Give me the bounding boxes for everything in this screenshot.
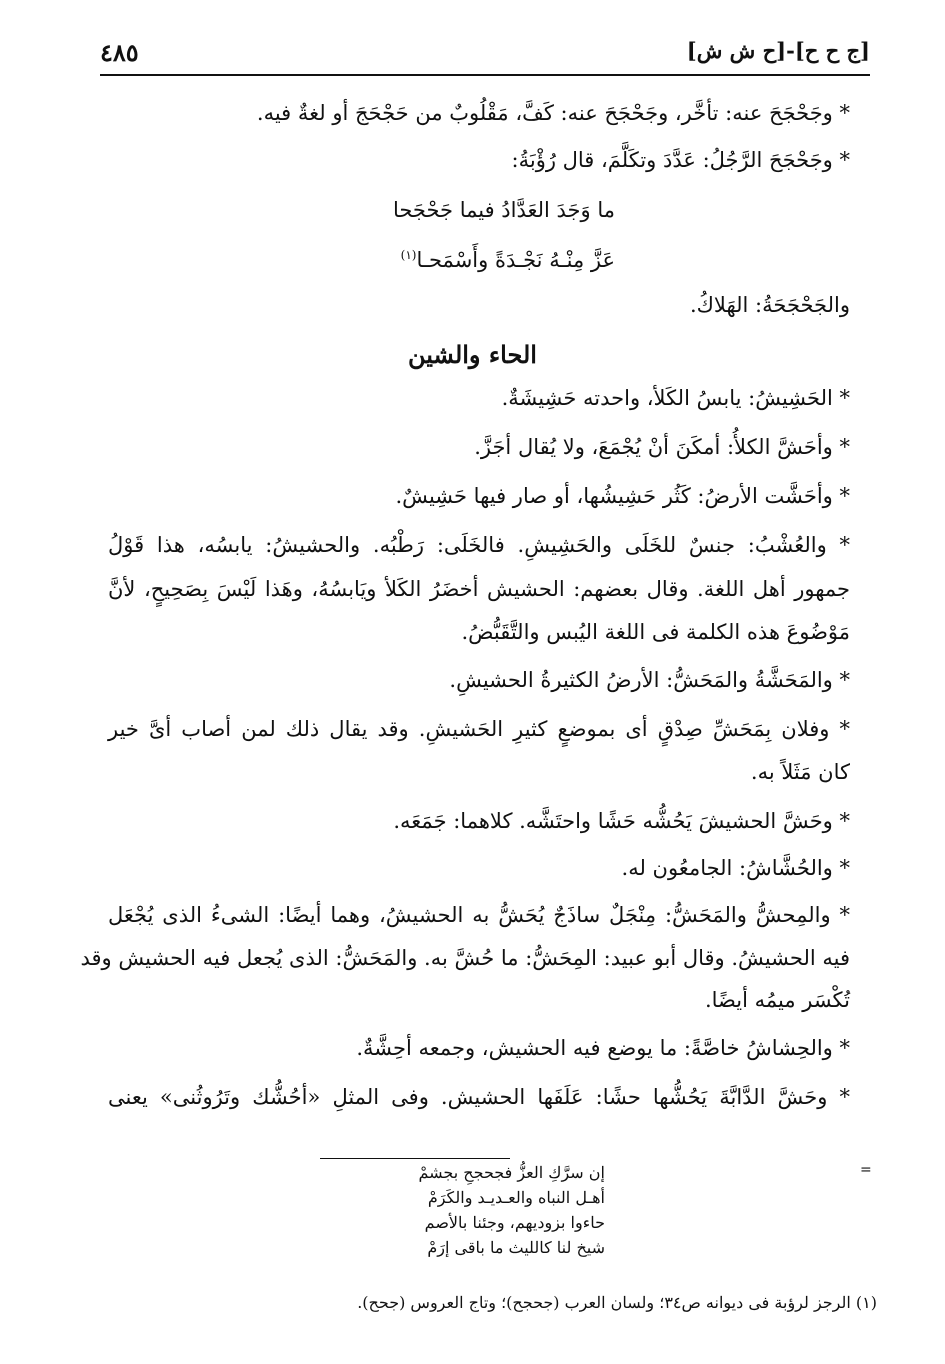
entry-line: مَوْضُوعَ هذه الكلمة فى اللغة اليُبس والتَّقَبُّضُ. xyxy=(461,620,850,644)
entry-line: * والحِشاشُ خاصَّةً: ما يوضع فيه الحشيش، وجمعه أحِشَّةٌ. xyxy=(356,1036,850,1060)
verse-line xyxy=(401,240,615,275)
footnote-verse: أهـل النباه والعـديـد والكَرَمْ xyxy=(427,1188,605,1207)
footnote-verse: إن سرَّكِ العزُّ فجحجحِ بجشمْ xyxy=(418,1163,605,1182)
entry-line: * وجَحْجَحَ عنه: تأخَّر، وجَحْجَحَ عنه: كَفَّ، مَقْلُوبٌ من حَجْحَجَ أو لغةٌ فيه. xyxy=(256,101,850,125)
section-heading: الحاء والشين xyxy=(408,340,537,369)
footnote: (١) الرجز لرؤبة فى ديوانه ص٣٤؛ ولسان العرب (جحجح)؛ وتاج العروس (جحح). xyxy=(357,1293,877,1312)
footnote-divider xyxy=(320,1158,510,1159)
entry-line: * والمَحَشَّةُ والمَحَشُّ: الأرضُ الكثيرةُ الحشيشِ. xyxy=(449,668,850,692)
entry-line: جمهور أهل اللغة. وقال بعضهم: الحشيش أخضَرُ الكَلأ ويَابسُهُ، وهَذا لَيْسَ بِصَحِيحٍ، لأنَّ xyxy=(108,577,850,601)
entry-line: * وأحَشَّت الأرضُ: كَثُر حَشِيشُها، أو صار فيها حَشِيشٌ. xyxy=(395,484,850,508)
entry-line: فيه الحشيشُ. وقال أبو عبيد: المِحَشُّ: ما حُشَّ به. والمَحَشُّ: الذى يُجعل فيه الحشيش وقد xyxy=(80,946,850,970)
verse-text: عَزَّ مِنْـهُ نَجْـدَةً وأَسْمَحـا xyxy=(416,248,615,272)
entry-line: كان مَثَلاً به. xyxy=(750,760,850,784)
entry-line: تُكْسَر ميمُه أيضًا. xyxy=(704,988,850,1012)
page-number: ٤٨٥ xyxy=(100,38,139,67)
entry-line: * الحَشِيشُ: يابسُ الكَلأ، واحدته حَشِيشَةٌ. xyxy=(501,386,850,410)
footnote-verse: حاءوا بزوديهم، وجئنا بالأصم xyxy=(424,1213,605,1232)
entry-line: * وجَحْجَحَ الرَّجُلُ: عَدَّدَ وتكَلَّمَ، قال رُؤْبَةُ: xyxy=(511,148,850,172)
footnote-continuation-mark: = xyxy=(860,1162,872,1178)
footnote-ref: (١) xyxy=(400,248,417,262)
entry-line: * والمِحشُّ والمَحَشُّ: مِنْجَلٌ ساذَجٌ يُحَشُّ به الحشيشُ، وهما أيضًا: الشىءُ الذى يُجْعَل xyxy=(108,903,850,927)
footnote-verse: شيخ لنا كالليث ما باقى إرَمْ xyxy=(427,1238,605,1257)
entry-line: * والعُشْبُ: جنسٌ للخَلَى والحَشِيشِ. فالخَلَى: رَطْبُه. والحشيشُ: يابسُه، هذا قَوْلُ xyxy=(108,533,850,557)
entry-line: * والحُشَّاشُ: الجامعُون له. xyxy=(621,856,850,880)
entry-line: * وفلان بِمَحَشِّ صِدْقٍ أى بموضعٍ كثيرِ الحَشيشِ. وقد يقال ذلك لمن أصاب أىَّ خير xyxy=(108,717,850,741)
entry-line: * وحَشَّ الحشيشَ يَحُشُّه حَشًا واحتَشَّه. كلاهما: جَمَعَه. xyxy=(393,809,850,833)
running-header xyxy=(100,38,870,76)
entry-line: * وحَشَّ الدَّابَّةَ يَحُشُّها حشًا: عَلَفَها الحشيش. وفى المثلِ «أحُشُّك وتَرُوثُنى» يعنى xyxy=(108,1085,850,1109)
entry-line: والجَحْجَحَةُ: الهَلاكُ. xyxy=(689,293,850,317)
root-range: [ج ح ح]-[ح ش ش] xyxy=(686,38,870,63)
entry-line: * وأحَشَّ الكلأُ: أمكَنَ أنْ يُجْمَعَ، ولا يُقال أجَزَّ. xyxy=(474,435,850,459)
verse-line: ما وَجَدَ العَدَّادُ فيما جَحْجَحا xyxy=(392,198,615,222)
